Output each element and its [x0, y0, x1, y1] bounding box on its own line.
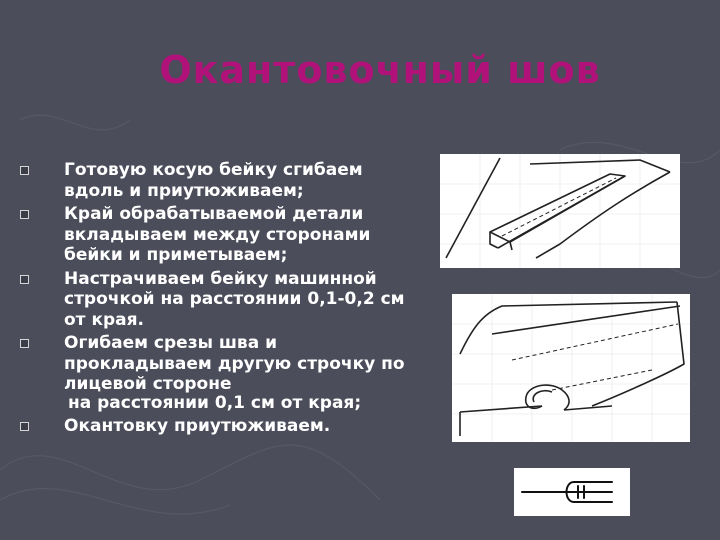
step-item — [20, 269, 420, 331]
step-item — [20, 416, 420, 437]
figure-stitched-seam — [452, 294, 690, 442]
step-text: на расстоянии 0,1 см от края; — [68, 392, 362, 413]
slide-title: Окантовочный шов — [159, 48, 601, 92]
hollow-square-icon — [20, 422, 29, 431]
step-text: Огибаем срезы шва и прокладываем другую строчку по лицевой стороне — [64, 333, 405, 394]
hollow-square-icon — [20, 166, 29, 175]
figure-folded-bias-tape — [440, 154, 680, 268]
step-text: Край обрабатываемой детали вкладываем между сторонами бейки и приметываем; — [64, 204, 371, 265]
step-item — [20, 333, 420, 395]
step-item — [20, 160, 420, 201]
hollow-square-icon — [20, 339, 29, 348]
figure-seam-symbol — [514, 468, 630, 516]
step-continuation — [20, 393, 420, 414]
seam-symbol-drawing — [514, 468, 630, 516]
step-item — [20, 204, 420, 266]
folded-bias-tape-drawing — [440, 154, 680, 268]
step-text: Окантовку приутюживаем. — [64, 416, 331, 436]
hollow-square-icon — [20, 210, 29, 219]
step-text: Настрачиваем бейку машинной строчкой на расстоянии 0,1-0,2 см от края. — [64, 268, 405, 330]
step-text: Готовую косую бейку сгибаем вдоль и приутюживаем; — [64, 160, 363, 201]
steps-list — [20, 160, 420, 440]
hollow-square-icon — [20, 275, 29, 284]
stitched-seam-drawing — [452, 294, 690, 442]
